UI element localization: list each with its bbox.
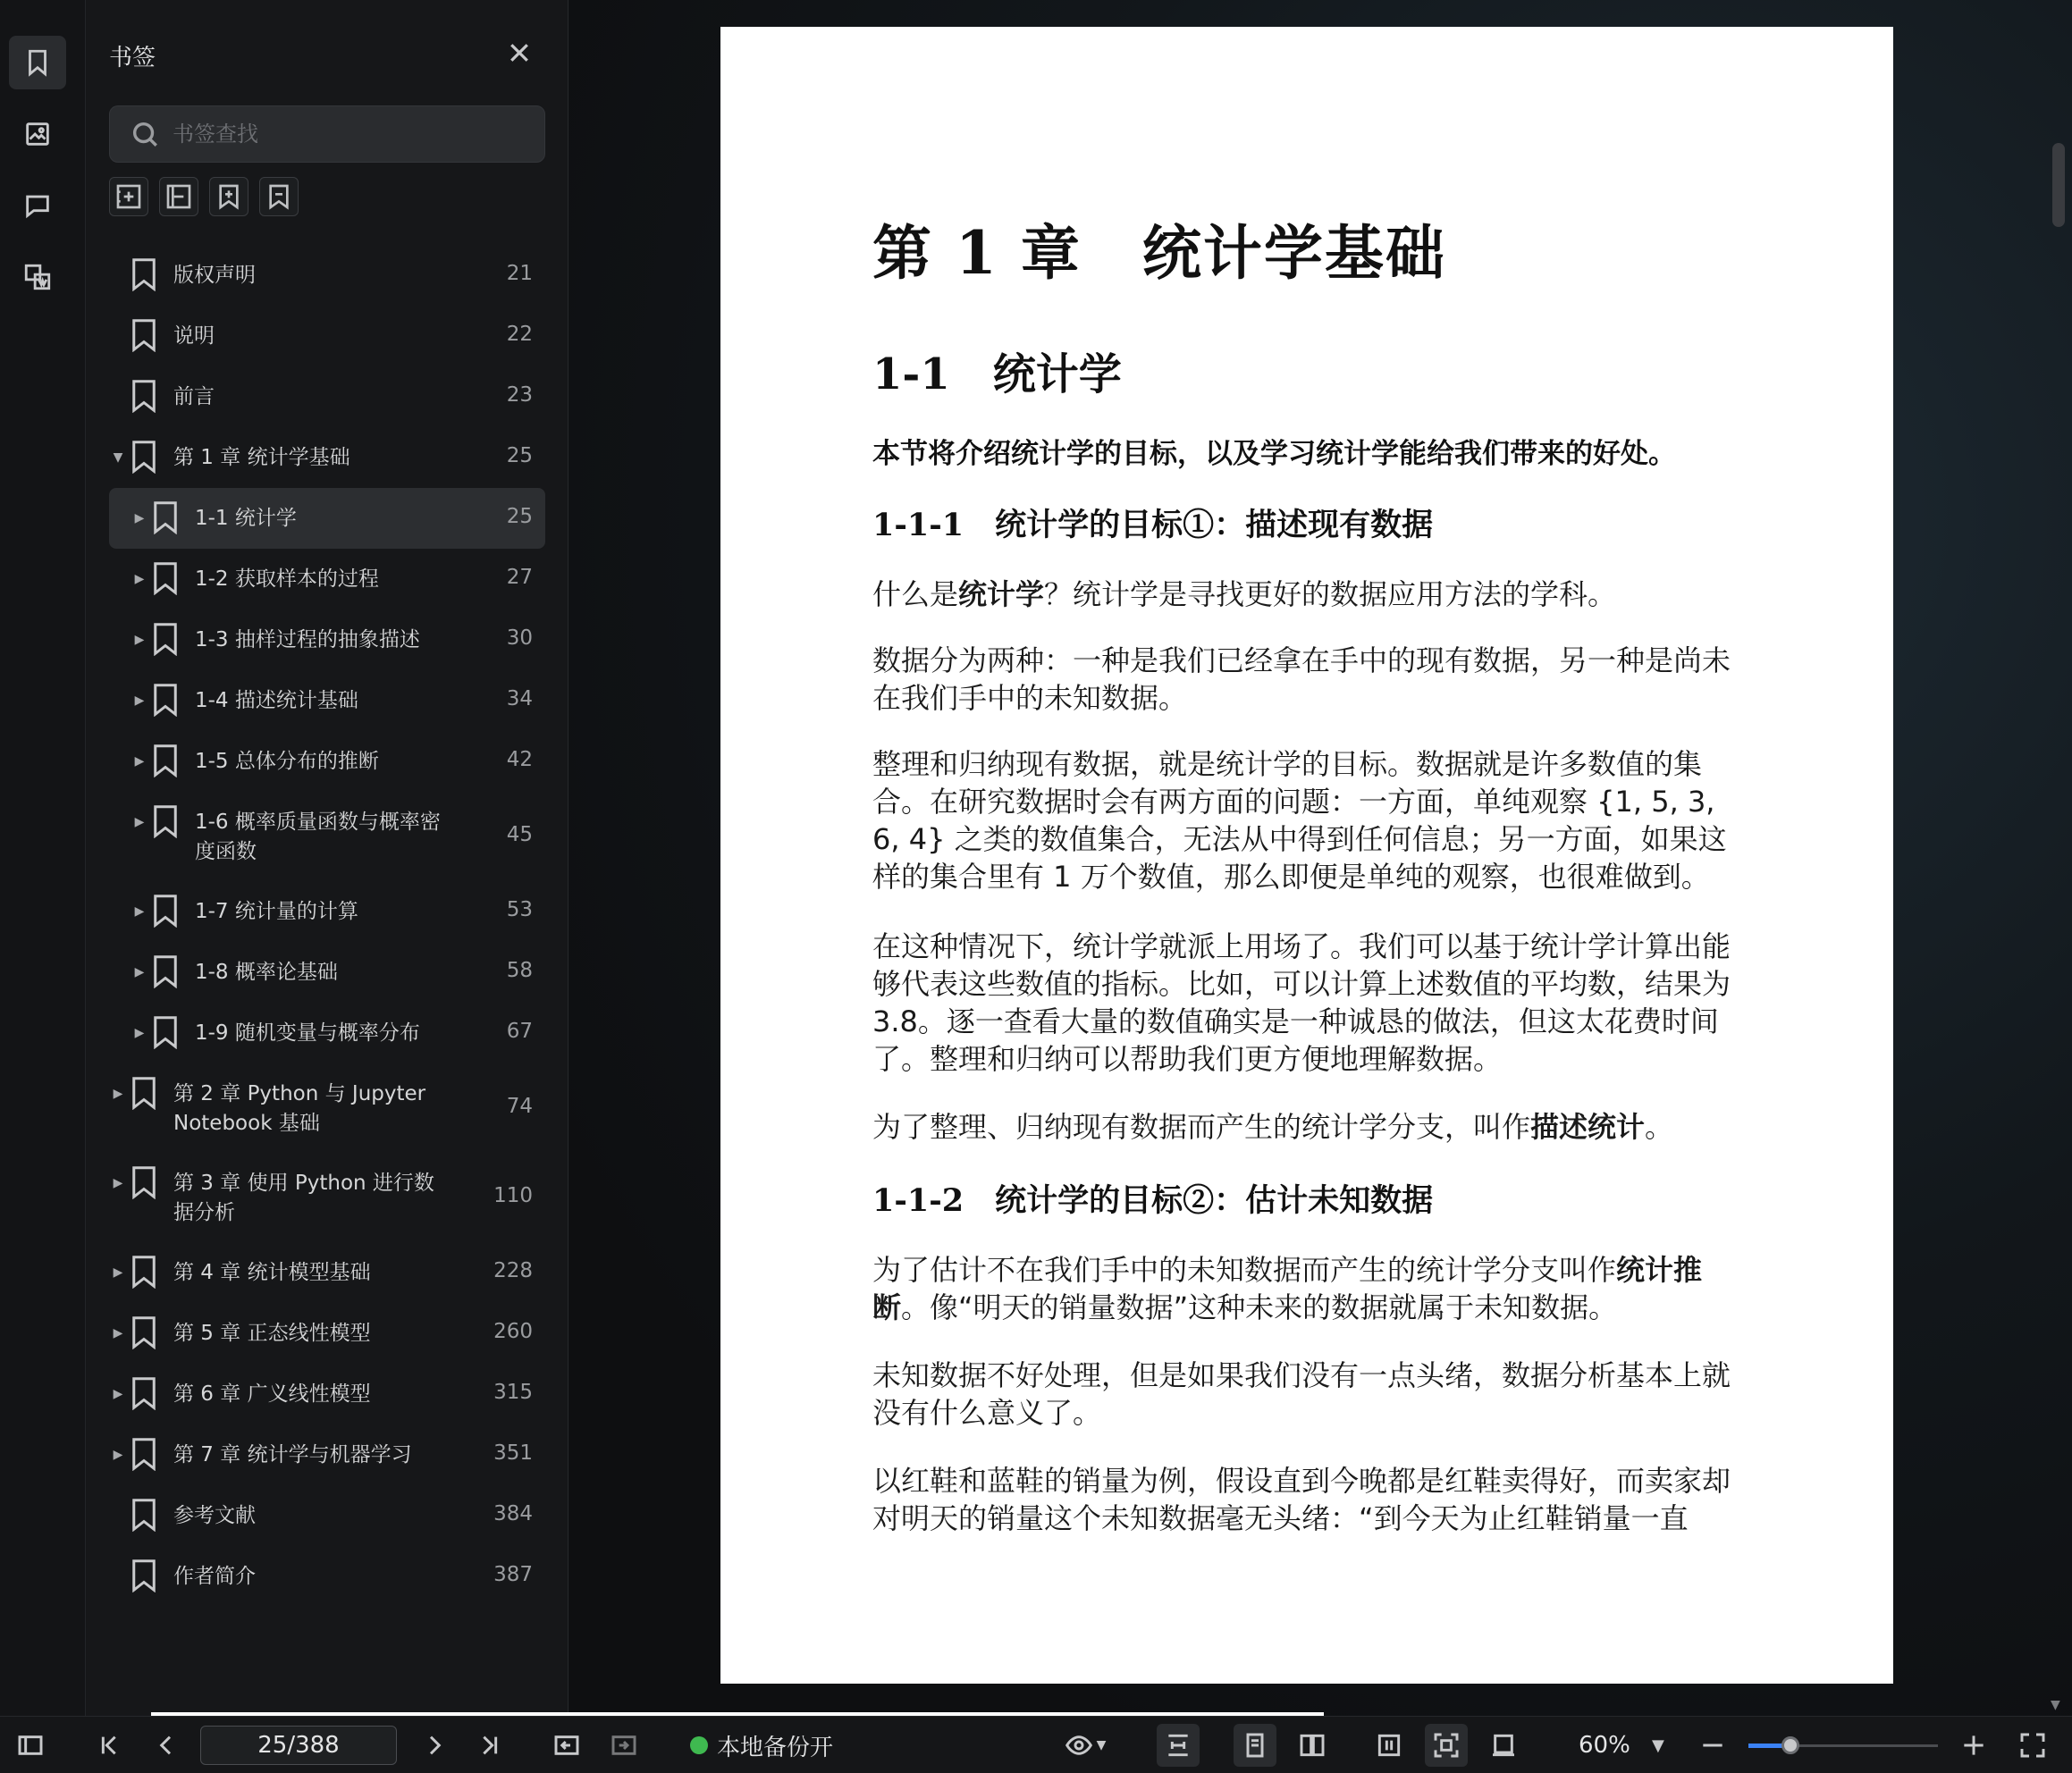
paragraph-5 xyxy=(872,1108,1739,1146)
bookmark-item[interactable] xyxy=(109,1485,545,1546)
bookmark-panel xyxy=(86,0,569,1716)
zoom-slider-handle[interactable] xyxy=(1781,1736,1799,1754)
bookmark-page-number: 27 xyxy=(506,566,533,589)
bookmark-label: 1-9 随机变量与概率分布 xyxy=(195,1021,420,1045)
close-icon xyxy=(506,39,533,66)
bookmark-icon xyxy=(131,1255,157,1290)
zoom-dropdown-chevron-icon[interactable]: ▼ xyxy=(1652,1735,1664,1755)
bookmark-icon xyxy=(152,683,179,718)
paragraph-3: 整理和归纳现有数据，就是统计学的目标。数据就是许多数值的集合。在研究数据时会有两方面的问题：一方面，单纯观察 {1, 5, 3, 6, 4} 之类的数值集合，无法从中得到任何信息；另一方面，如果这样的集合里有 1 万个数值，那么即便是单纯的观察，也很难做到。 xyxy=(872,747,1727,894)
paragraph-5-text-c: 。 xyxy=(1645,1110,1674,1144)
bookmark-label: 第 1 章 统计学基础 xyxy=(173,446,350,469)
chevron-left-icon xyxy=(152,1731,181,1760)
scroll-down-arrow-icon[interactable]: ▼ xyxy=(2051,1698,2060,1712)
next-page-button[interactable] xyxy=(417,1717,452,1773)
eye-protection-button[interactable] xyxy=(1058,1717,1112,1773)
bookmark-label: 作者简介 xyxy=(173,1565,256,1588)
fit-page-button[interactable] xyxy=(1425,1724,1468,1767)
paragraph-2: 数据分为两种：一种是我们已经拿在手中的现有数据，另一种是尚未在我们手中的未知数据。 xyxy=(872,643,1731,715)
bookmark-icon xyxy=(131,1437,157,1473)
convert-tab[interactable] xyxy=(9,250,66,304)
bookmark-label: 第 4 章 统计模型基础 xyxy=(173,1261,371,1284)
comment-icon xyxy=(22,190,53,221)
single-page-button[interactable] xyxy=(1234,1724,1276,1767)
bookmark-item[interactable] xyxy=(109,1424,545,1485)
bookmark-page-number: 42 xyxy=(506,748,533,771)
bookmark-item[interactable] xyxy=(109,609,545,670)
backup-label: 本地备份开 xyxy=(717,1734,834,1761)
minus-icon xyxy=(1698,1731,1727,1760)
paragraph-4: 在这种情况下，统计学就派上用场了。我们可以基于统计学计算出能够代表这些数值的指标。比如，可以计算上述数值的平均数，结果为 3.8。逐一查看大量的数值确实是一种诚恳的做法，但这太花费时间了。整理和归纳可以帮助我们更方便地理解数据。 xyxy=(872,929,1731,1076)
subsection-title-2: 1-1-2 统计学的目标②：估计未知数据 xyxy=(872,1182,1434,1219)
bookmark-label: 参考文献 xyxy=(173,1504,256,1527)
paragraph-1-text-c: ？统计学是寻找更好的数据应用方法的学科。 xyxy=(1044,577,1617,611)
continuous-scroll-button[interactable] xyxy=(1368,1717,1411,1773)
fit-width-button[interactable] xyxy=(1157,1724,1200,1767)
bookmark-icon xyxy=(152,894,179,929)
expand-arrow-icon[interactable]: ▶ xyxy=(134,633,145,647)
bookmark-label: 第 6 章 广义线性模型 xyxy=(173,1382,371,1406)
bookmark-item[interactable] xyxy=(109,1003,545,1063)
bookmark-label: 前言 xyxy=(173,385,215,408)
collapse-all-icon xyxy=(164,182,193,211)
page-view-icon xyxy=(1489,1731,1518,1760)
expand-arrow-icon[interactable]: ▶ xyxy=(113,1087,123,1101)
bookmark-icon xyxy=(152,744,179,779)
bookmark-icon xyxy=(131,440,157,475)
bookmark-page-number: 67 xyxy=(506,1020,533,1043)
continuous-scroll-icon xyxy=(1375,1731,1403,1760)
last-page-button[interactable] xyxy=(472,1717,508,1773)
expand-arrow-icon[interactable]: ▶ xyxy=(134,965,145,979)
bookmark-icon xyxy=(152,804,179,840)
expand-arrow-icon[interactable]: ▶ xyxy=(134,511,145,525)
fullscreen-button[interactable] xyxy=(2013,1717,2052,1773)
double-page-button[interactable] xyxy=(1291,1717,1334,1773)
bookmark-icon xyxy=(131,1498,157,1534)
bookmark-label: 第 2 章 Python 与 Jupyter Notebook 基础 xyxy=(173,1082,426,1135)
first-page-button[interactable] xyxy=(91,1717,127,1773)
chevron-right-icon xyxy=(420,1731,449,1760)
close-panel-button[interactable] xyxy=(506,39,533,66)
bookmark-item[interactable] xyxy=(109,549,545,609)
expand-arrow-icon[interactable]: ▶ xyxy=(134,904,145,919)
sidebar-icon xyxy=(16,1731,45,1760)
last-page-icon xyxy=(476,1731,504,1760)
bookmark-page-number: 21 xyxy=(506,262,533,285)
expand-arrow-icon[interactable]: ▶ xyxy=(113,1265,123,1280)
zoom-level[interactable]: 60% xyxy=(1579,1732,1630,1759)
bookmark-page-number: 387 xyxy=(493,1563,533,1586)
first-page-icon xyxy=(95,1731,123,1760)
bookmark-toolbar xyxy=(109,177,299,216)
bookmark-icon xyxy=(152,1015,179,1051)
bookmark-page-number: 45 xyxy=(506,823,533,846)
bookmark-icon xyxy=(152,561,179,597)
paragraph-8: 以红鞋和蓝鞋的销量为例，假设直到今晚都是红鞋卖得好，而卖家却对明天的销量这个未知数据毫无头绪：“到今天为止红鞋销量一直 xyxy=(872,1464,1731,1535)
paragraph-5-bold: 描述统计 xyxy=(1530,1110,1646,1144)
bookmark-page-number: 384 xyxy=(493,1502,533,1525)
bookmark-item[interactable] xyxy=(109,670,545,731)
eye-icon xyxy=(1065,1731,1093,1760)
bookmark-label: 说明 xyxy=(173,324,215,348)
bookmark-page-number: 228 xyxy=(493,1259,533,1282)
bookmark-label: 1-6 概率质量函数与概率密度函数 xyxy=(195,811,441,863)
bookmark-page-number: 23 xyxy=(506,383,533,407)
bookmark-outline-icon xyxy=(265,182,293,211)
bookmark-icon xyxy=(131,1376,157,1412)
left-rail xyxy=(0,0,86,1716)
page-number-input[interactable]: 25/388 xyxy=(200,1726,397,1765)
bookmark-item[interactable] xyxy=(109,792,545,881)
bookmark-label: 1-5 总体分布的推断 xyxy=(195,750,379,773)
bookmark-item[interactable] xyxy=(109,488,545,549)
paragraph-1-text-a: 什么是 xyxy=(872,577,959,611)
bookmark-icon xyxy=(152,622,179,658)
bookmark-icon xyxy=(152,500,179,536)
bookmark-page-number: 30 xyxy=(506,626,533,650)
bookmark-page-number: 53 xyxy=(506,898,533,921)
plus-icon xyxy=(1959,1731,1988,1760)
bookmark-item[interactable] xyxy=(109,942,545,1003)
paragraph-7: 未知数据不好处理，但是如果我们没有一点头绪，数据分析基本上就没有什么意义了。 xyxy=(872,1358,1731,1430)
bookmark-page-number: 110 xyxy=(493,1184,533,1207)
section-lead: 本节将介绍统计学的目标，以及学习统计学能给我们带来的好处。 xyxy=(872,438,1676,470)
search-icon xyxy=(130,119,160,149)
bottom-status-bar xyxy=(0,1716,2072,1773)
chevron-down-icon: ▼ xyxy=(1096,1738,1107,1752)
back-button[interactable] xyxy=(549,1717,585,1773)
expand-arrow-icon[interactable]: ▶ xyxy=(113,1326,123,1340)
document-page xyxy=(720,27,1893,1684)
bookmark-icon xyxy=(152,954,179,990)
image-icon xyxy=(22,119,53,149)
bookmark-list xyxy=(109,245,545,1607)
collapse-arrow-icon[interactable]: ▼ xyxy=(113,450,123,465)
bookmark-page-number: 25 xyxy=(506,505,533,528)
bookmark-tab[interactable] xyxy=(9,36,66,89)
previous-page-button[interactable] xyxy=(148,1717,184,1773)
bookmark-label: 1-2 获取样本的过程 xyxy=(195,567,379,591)
bookmark-icon xyxy=(131,379,157,415)
paragraph-6-bold: 统计推断 xyxy=(872,1253,1703,1324)
bookmark-label: 1-8 概率论基础 xyxy=(195,961,338,984)
bookmark-icon xyxy=(131,1315,157,1351)
subsection-title-1: 1-1-1 统计学的目标①：描述现有数据 xyxy=(872,507,1434,543)
paragraph-1 xyxy=(872,576,1739,613)
expand-arrow-icon[interactable]: ▶ xyxy=(134,815,145,829)
backup-status-dot xyxy=(690,1736,708,1754)
bookmark-page-number: 351 xyxy=(493,1441,533,1465)
bookmark-item[interactable] xyxy=(109,1364,545,1424)
add-bookmark-icon xyxy=(215,182,243,211)
bookmark-item[interactable] xyxy=(109,881,545,942)
bookmark-icon xyxy=(131,318,157,354)
bookmark-page-number: 74 xyxy=(506,1095,533,1118)
page-rotation-button[interactable] xyxy=(1482,1717,1525,1773)
zoom-out-button[interactable] xyxy=(1695,1717,1731,1773)
expand-all-button[interactable] xyxy=(109,177,148,216)
paragraph-6-text-c: 。像“明天的销量数据”这种未来的数据就属于未知数据。 xyxy=(901,1290,1618,1324)
convert-icon xyxy=(22,262,53,292)
bookmark-page-number: 25 xyxy=(506,444,533,467)
chapter-title: 第 1 章 统计学基础 xyxy=(872,218,1446,288)
section-title: 1-1 统计学 xyxy=(872,349,1122,399)
bookmark-page-number: 58 xyxy=(506,959,533,982)
expand-arrow-icon[interactable]: ▶ xyxy=(113,1176,123,1190)
bookmark-item[interactable] xyxy=(109,427,545,488)
forward-button[interactable] xyxy=(606,1717,642,1773)
bookmark-item[interactable] xyxy=(109,1063,545,1153)
vertical-scrollbar-thumb[interactable] xyxy=(2052,143,2065,227)
bookmark-search-box[interactable] xyxy=(109,105,545,163)
bookmark-page-number: 260 xyxy=(493,1320,533,1343)
bookmark-item[interactable] xyxy=(109,366,545,427)
expand-arrow-icon[interactable]: ▶ xyxy=(113,1448,123,1462)
bookmark-label: 第 3 章 使用 Python 进行数据分析 xyxy=(173,1172,434,1224)
bookmark-page-number: 315 xyxy=(493,1381,533,1404)
fit-width-icon xyxy=(1164,1731,1192,1760)
expand-arrow-icon[interactable]: ▶ xyxy=(134,693,145,708)
paragraph-5-text-a: 为了整理、归纳现有数据而产生的统计学分支，叫作 xyxy=(872,1110,1531,1144)
bookmark-icon xyxy=(22,47,53,78)
single-page-icon xyxy=(1241,1731,1269,1760)
bookmark-label: 1-4 描述统计基础 xyxy=(195,689,358,712)
bookmark-icon xyxy=(131,257,157,293)
back-icon xyxy=(552,1731,581,1760)
bookmark-label: 第 7 章 统计学与机器学习 xyxy=(173,1443,412,1466)
fit-page-icon xyxy=(1432,1731,1461,1760)
bookmark-label: 1-3 抽样过程的抽象描述 xyxy=(195,628,420,651)
bookmark-search-input[interactable] xyxy=(173,122,512,147)
bookmark-item[interactable] xyxy=(109,1303,545,1364)
forward-icon xyxy=(610,1731,638,1760)
expand-arrow-icon[interactable]: ▶ xyxy=(134,572,145,586)
zoom-in-button[interactable] xyxy=(1956,1717,1992,1773)
bookmark-icon xyxy=(131,1559,157,1594)
paragraph-6-text-a: 为了估计不在我们手中的未知数据而产生的统计学分支叫作 xyxy=(872,1253,1617,1287)
bookmark-item[interactable] xyxy=(109,1242,545,1303)
thumbnail-tab[interactable] xyxy=(9,107,66,161)
bookmark-label: 第 5 章 正态线性模型 xyxy=(173,1322,371,1345)
panel-title: 书签 xyxy=(109,45,156,71)
expand-arrow-icon[interactable]: ▶ xyxy=(134,754,145,769)
delete-bookmark-button[interactable] xyxy=(259,177,299,216)
bookmark-item[interactable] xyxy=(109,245,545,306)
expand-arrow-icon[interactable]: ▶ xyxy=(134,1026,145,1040)
expand-arrow-icon[interactable]: ▶ xyxy=(113,1387,123,1401)
bookmark-icon xyxy=(131,1165,157,1201)
fullscreen-icon xyxy=(2018,1731,2047,1760)
add-bookmark-button[interactable] xyxy=(209,177,248,216)
bookmark-page-number: 22 xyxy=(506,323,533,346)
local-backup-status[interactable] xyxy=(690,1717,833,1773)
paragraph-6 xyxy=(872,1251,1739,1326)
bookmark-label: 版权声明 xyxy=(173,264,256,287)
toggle-sidebar-button[interactable] xyxy=(13,1717,48,1773)
bookmark-item[interactable] xyxy=(109,731,545,792)
expand-all-icon xyxy=(114,182,143,211)
bookmark-page-number: 34 xyxy=(506,687,533,710)
bookmark-item[interactable] xyxy=(109,1153,545,1242)
document-viewport[interactable] xyxy=(569,0,2072,1716)
bookmark-label: 1-1 统计学 xyxy=(195,507,297,530)
collapse-all-button[interactable] xyxy=(159,177,198,216)
bookmark-label: 1-7 统计量的计算 xyxy=(195,900,358,923)
double-page-icon xyxy=(1298,1731,1327,1760)
paragraph-1-bold: 统计学 xyxy=(958,577,1045,611)
bookmark-item[interactable] xyxy=(109,306,545,366)
bookmark-item[interactable] xyxy=(109,1546,545,1607)
comment-tab[interactable] xyxy=(9,179,66,232)
bookmark-icon xyxy=(131,1076,157,1112)
